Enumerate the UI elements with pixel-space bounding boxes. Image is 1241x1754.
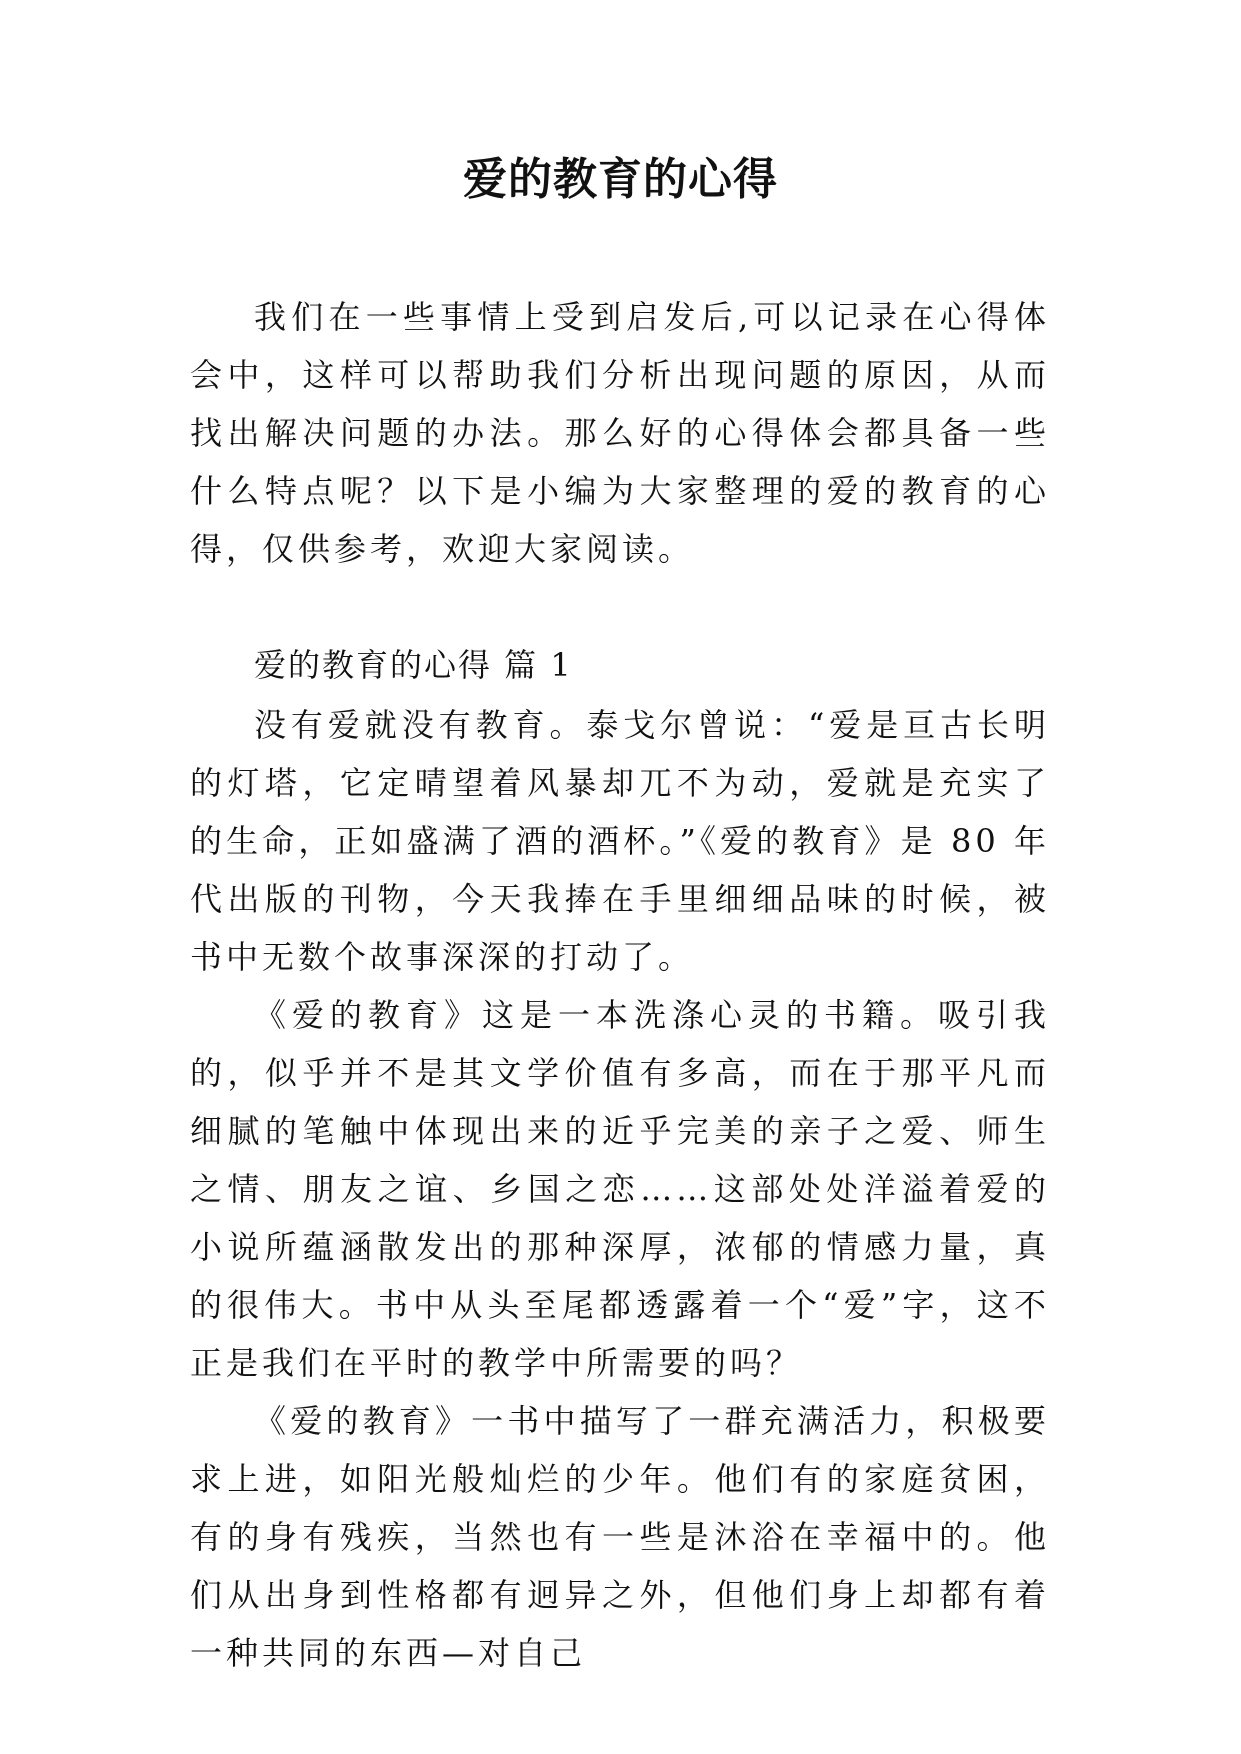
body-paragraph-3: 《爱的教育》一书中描写了一群充满活力，积极要求上进，如阳光般灿烂的少年。他们有的家庭贫困，有的身有残疾，当然也有一些是沐浴在幸福中的。他们从出身到性格都有迥异之外，但他们身上却都有着一种共同的东西—对自己 bbox=[190, 1402, 1050, 1672]
intro-block bbox=[190, 288, 1050, 578]
document-title: 爱的教育的心得 bbox=[463, 154, 778, 205]
intro-paragraph: 我们在一些事情上受到启发后,可以记录在心得体会中，这样可以帮助我们分析出现问题的原因，从而找出解决问题的办法。那么好的心得体会都具备一些什么特点呢？以下是小编为大家整理的爱的教育的心得，仅供参考，欢迎大家阅读。 bbox=[190, 298, 1050, 568]
body-paragraph-2: 《爱的教育》这是一本洗涤心灵的书籍。吸引我的，似乎并不是其文学价值有多高，而在于那平凡而细腻的笔触中体现出来的近乎完美的亲子之爱、师生之情、朋友之谊、乡国之恋……这部处处洋溢着爱的小说所蕴涵散发出的那种深厚，浓郁的情感力量，真的很伟大。书中从头至尾都透露着一个“爱”字，这不正是我们在平时的教学中所需要的吗？ bbox=[190, 996, 1050, 1382]
section-heading: 爱的教育的心得 篇 1 bbox=[254, 646, 573, 684]
body-paragraph-1: 没有爱就没有教育。泰戈尔曾说：“爱是亘古长明的灯塔，它定晴望着风暴却兀不为动，爱就是充实了的生命，正如盛满了酒的酒杯。”《爱的教育》是 80 年代出版的刊物，今天我捧在手里细细品味的时候，被书中无数个故事深深的打动了。 bbox=[190, 706, 1050, 976]
section-body bbox=[190, 696, 1050, 1682]
